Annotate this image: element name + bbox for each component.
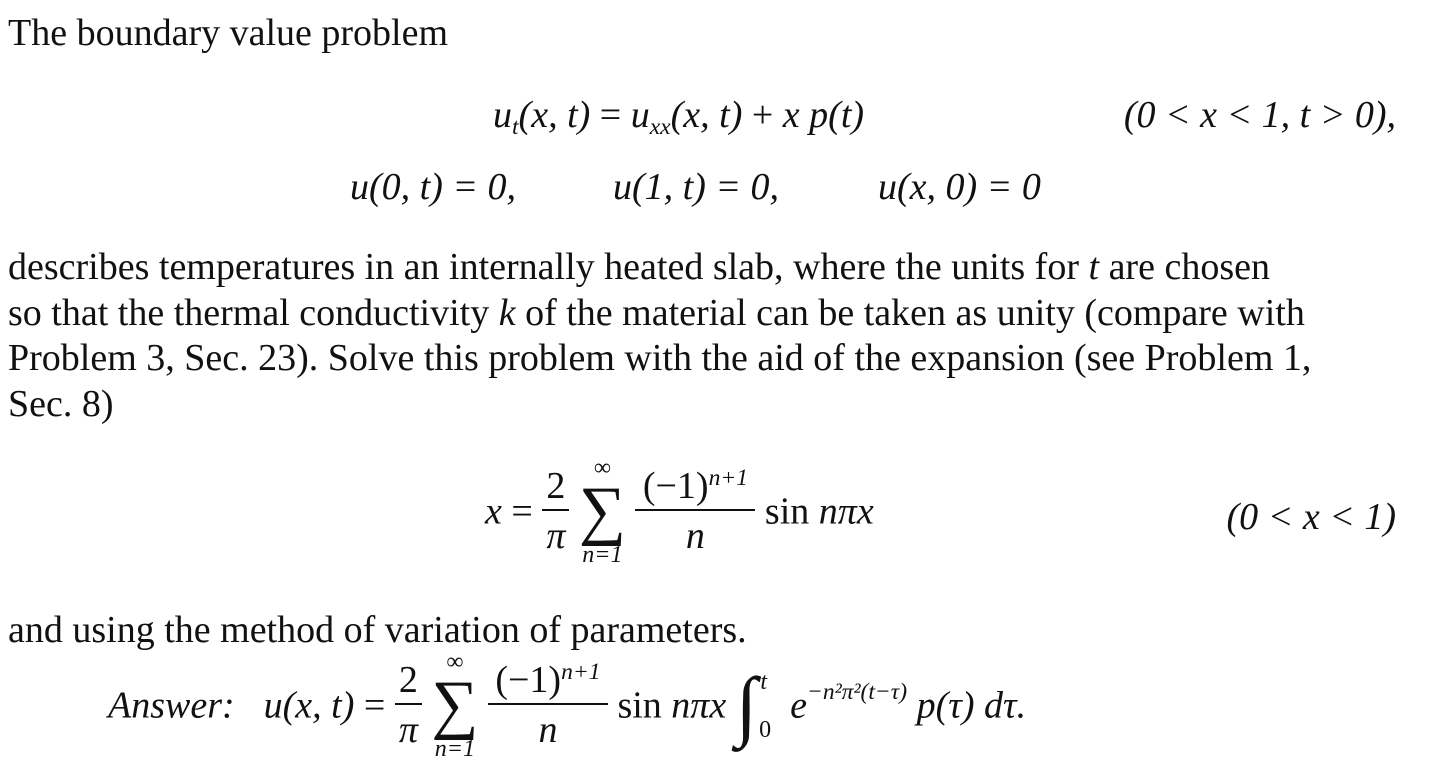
answer-sum-lower: n=1 [434,735,475,762]
expansion-sum-lower: n=1 [582,541,623,568]
answer-equals: = [363,684,386,727]
expansion-frac-num-exp: n+1 [708,465,749,492]
expansion-sum-upper: ∞ [593,455,611,481]
paragraph-line-3: Problem 3, Sec. 23). Solve this problem with the aid of the expansion (see Problem 1, [8,337,1312,379]
expansion-frac-den: n [685,515,705,558]
expansion-coef-num: 2 [542,467,569,511]
expansion-sum [579,456,626,567]
paragraph-line-2-b: of the material can be taken as unity (compare with [525,292,1305,334]
expansion-frac-num-base: (−1) [642,465,709,508]
expansion-equals: = [511,490,533,533]
answer-sum [431,650,478,761]
paragraph-var-t: t [1088,246,1100,288]
answer-integral-upper: t [760,669,768,696]
paragraph-var-k: k [498,292,516,334]
pde-condition [1124,96,1396,134]
answer-label: Answer: [108,684,235,727]
boundary-condition-2 [613,168,779,206]
bc1-text: u(0, t) = 0, [350,166,517,208]
expansion-sum-symbol: ∑ [578,474,626,547]
paragraph-line-1-b: are chosen [1108,246,1270,288]
paragraph-line-2-a: so that the thermal conductivity [8,292,490,334]
answer-integrand: p(τ) dτ. [916,684,1027,727]
expansion-sin: sin [764,490,810,533]
pde-rhs1: u [630,94,650,136]
paragraph-line-4: Sec. 8) [8,383,114,425]
paragraph-line-1-a: describes temperatures in an internally heated slab, where the units for [8,246,1079,288]
pde-rhs2: x p(t) [782,94,865,136]
answer-sum-symbol: ∑ [431,668,479,741]
expansion-condition [1227,498,1396,536]
answer-fraction [488,659,608,752]
expansion-lhs: x [485,490,502,533]
expansion-equation [485,456,874,567]
expansion-condition-text: (0 < x < 1) [1226,496,1396,538]
answer-integral [735,661,772,749]
answer-integral-lower: 0 [759,717,772,744]
answer-frac-num-base: (−1) [495,659,562,702]
pde-plus: + [751,94,774,136]
intro-text: The boundary value problem [8,12,449,54]
pde-lhs-sub: t [512,113,519,140]
answer-integral-symbol: ∫ [735,661,758,749]
answer-sum-upper: ∞ [446,649,464,675]
closing-text: and using the method of variation of parameters. [8,609,747,651]
pde-lhs: u [493,94,512,136]
answer-sin: sin [617,684,662,727]
answer-coef-den: π [398,709,418,752]
answer-equation [108,650,1026,761]
answer-exp-power: −n²π²(t−τ) [806,679,908,706]
answer-frac-den: n [538,709,558,752]
pde-equation [493,94,865,140]
answer-exp-base: e [790,684,807,727]
bc2-text: u(1, t) = 0, [613,166,780,208]
answer-frac-num-exp: n+1 [561,659,601,686]
answer-lhs: u(x, t) [263,684,355,727]
answer-coef-num: 2 [395,661,422,705]
initial-condition [878,168,1041,206]
expansion-fraction [635,465,755,558]
expansion-coefficient [542,465,569,558]
pde-rhs1-sub: xx [649,113,671,140]
boundary-condition-1 [350,168,516,206]
pde-equals: = [599,94,622,136]
answer-coefficient [395,659,422,752]
pde-rhs1-args: (x, t) [670,94,743,136]
expansion-coef-den: π [546,515,566,558]
pde-lhs-args: (x, t) [518,94,591,136]
answer-arg: nπx [671,684,727,727]
ic-text: u(x, 0) = 0 [878,166,1041,208]
expansion-arg: nπx [818,490,874,533]
pde-condition-text: (0 < x < 1, t > 0), [1123,94,1396,136]
paragraph-line-2 [8,294,1305,332]
paragraph-line-1 [8,248,1270,286]
